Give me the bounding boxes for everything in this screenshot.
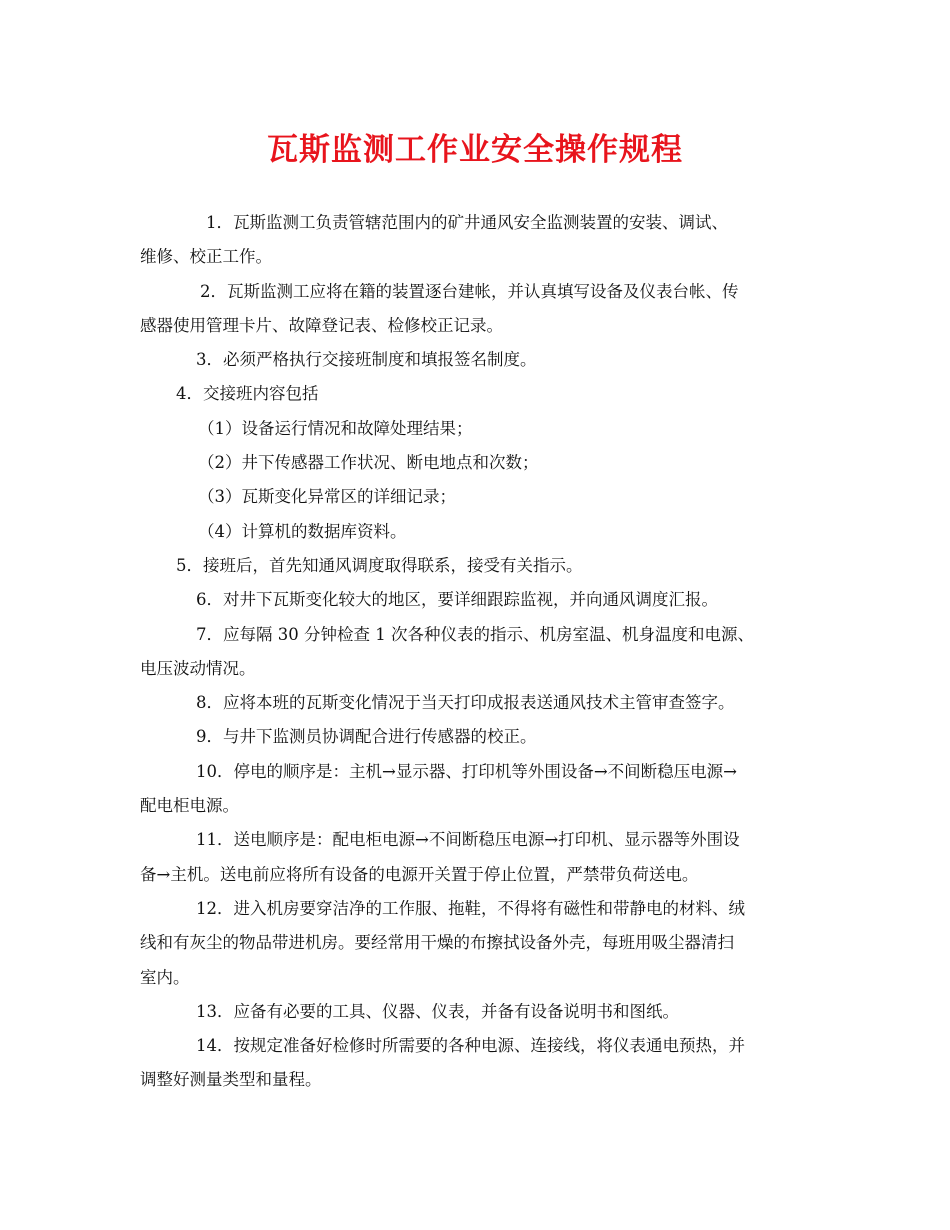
list-item: （4）计算机的数据库资料。 [198, 521, 407, 541]
paragraph-line: 室内。 [140, 967, 190, 987]
document-body [140, 206, 816, 1098]
paragraph-line: 14．按规定准备好检修时所需要的各种电源、连接线，将仪表通电预热，并 [196, 1036, 745, 1056]
paragraph-line: 8．应将本班的瓦斯变化情况于当天打印成报表送通风技术主管审查签字。 [196, 693, 735, 713]
paragraph-line: 电压波动情况。 [140, 658, 256, 678]
paragraph-line: 配电柜电源。 [140, 796, 239, 816]
paragraph-line: 7．应每隔 30 分钟检查 1 次各种仪表的指示、机房室温、机身温度和电源、 [196, 624, 754, 644]
document-title: 瓦斯监测工作业安全操作规程 [267, 132, 683, 168]
paragraph-line: 感器使用管理卡片、故障登记表、检修校正记录。 [140, 315, 503, 335]
paragraph-line: 3．必须严格执行交接班制度和填报签名制度。 [196, 350, 537, 370]
list-item: （3）瓦斯变化异常区的详细记录； [198, 487, 456, 507]
paragraph-line: 6．对井下瓦斯变化较大的地区，要详细跟踪监视，并向通风调度汇报。 [196, 590, 718, 610]
paragraph-line: 线和有灰尘的物品带进机房。要经常用干燥的布擦拭设备外壳，每班用吸尘器清扫 [140, 933, 734, 953]
paragraph-line: 2．瓦斯监测工应将在籍的装置逐台建帐，并认真填写设备及仪表台帐、传 [200, 281, 739, 301]
paragraph-line: 5．接班后，首先知通风调度取得联系，接受有关指示。 [176, 555, 583, 575]
paragraph-line: 11．送电顺序是：配电柜电源→不间断稳压电源→打印机、显示器等外围设 [196, 830, 740, 850]
paragraph-line: 12．进入机房要穿洁净的工作服、拖鞋，不得将有磁性和带静电的材料、绒 [196, 898, 745, 918]
paragraph-line: 4．交接班内容包括 [176, 384, 319, 404]
paragraph-line: 备→主机。送电前应将所有设备的电源开关置于停止位置，严禁带负荷送电。 [140, 864, 699, 884]
list-item: （1）设备运行情况和故障处理结果； [198, 418, 473, 438]
paragraph-line: 1．瓦斯监测工负责管辖范围内的矿井通风安全监测装置的安装、调试、 [206, 213, 728, 232]
paragraph-line: 13．应备有必要的工具、仪器、仪表，并备有设备说明书和图纸。 [196, 1001, 679, 1021]
paragraph-line: 10．停电的顺序是：主机→显示器、打印机等外围设备→不间断稳压电源→ [196, 761, 737, 781]
paragraph-line: 维修、校正工作。 [140, 247, 272, 267]
list-item: （2）井下传感器工作状况、断电地点和次数； [198, 453, 539, 473]
paragraph-line: 调整好测量类型和量程。 [140, 1070, 322, 1090]
paragraph-line: 9．与井下监测员协调配合进行传感器的校正。 [196, 727, 537, 747]
